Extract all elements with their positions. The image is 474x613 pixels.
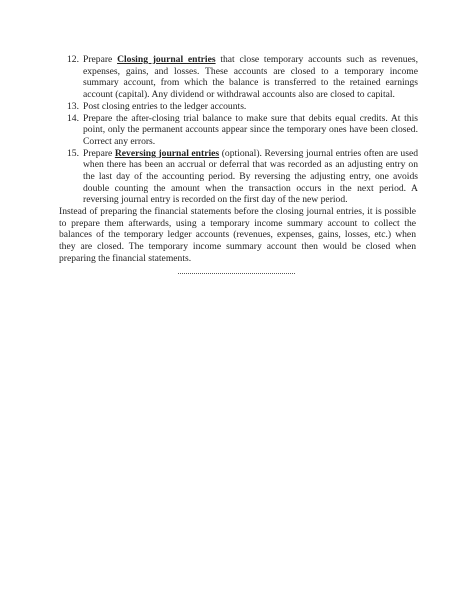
closing-note-paragraph: Instead of preparing the financial statements before the closing journal entries, it is possible to prepare them afterwards, using a temporary income summary account to collect the balances of the temporary ledger accounts (revenues, expenses, gains, losses, etc.) when they are closed. The temporary income summary account then would be closed when preparing the financial statements. [59,206,416,264]
step-number: 12. [67,54,79,65]
section-separator [178,273,295,274]
step-text: Prepare the after-closing trial balance to make sure that debits equal credits. At this point, only the permanent accounts appear since the temporary ones have been closed. Correct any errors. [83,112,418,147]
step-text: Post closing entries to the ledger accounts. [83,100,247,112]
step-text: (optional). Reversing journal entries often are used when there has been an accrual or deferral that was recorded as an adjusting entry on the last day of the accounting period. By reversing the adjusting entry, one avoids double counting the amount when the transaction occurs in the next period. A reversing journal entry is recorded on the first day of the new period. [83,147,418,206]
step-15 [58,148,418,207]
step-text-prefix: Prepare [83,147,115,159]
closing-journal-entries-term: Closing journal entries [117,54,216,65]
step-text: that close temporary accounts such as revenues, expenses, gains, and losses. These accounts are closed to a temporary income summary account, from which the balance is transferred to the retained earnings account (capital). Any dividend or withdrawal accounts also are closed to capital. [83,54,418,101]
step-14 [58,113,418,148]
step-number: 14. [67,112,79,124]
step-13 [58,101,418,113]
accounting-cycle-steps [58,54,418,206]
reversing-journal-entries-term: Reversing journal entries [114,147,220,159]
step-number: 15. [67,147,79,159]
step-number: 13. [67,100,79,112]
step-text-prefix: Prepare [83,54,118,65]
step-12 [58,54,418,101]
